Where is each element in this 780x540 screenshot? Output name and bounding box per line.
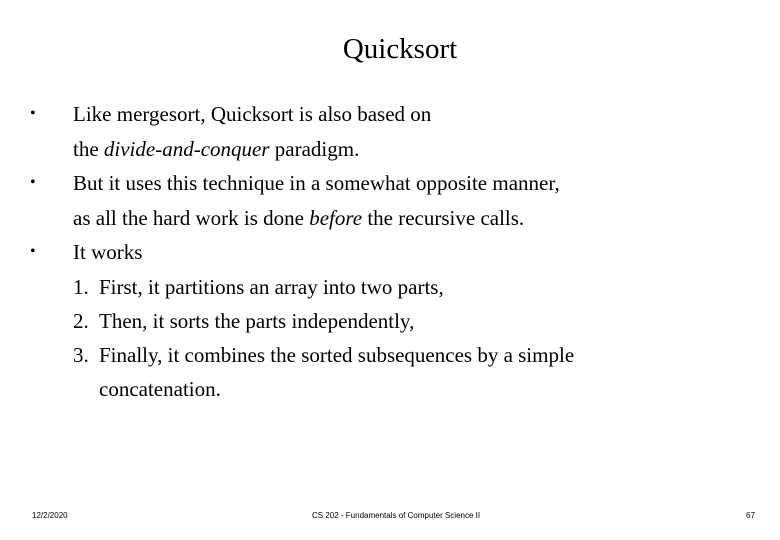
bullet-text-fragment: as all the hard work is done [73,205,310,230]
step-item [73,304,750,338]
step-number: 1. [73,274,89,299]
bullet-text-fragment: paradigm. [269,136,360,161]
bullet-line: It works [73,240,143,264]
step-text: Then, it sorts the parts independently, [99,308,415,333]
step-item [73,270,750,304]
bullet-line [73,132,750,167]
steps-list [73,270,750,406]
step-text: First, it partitions an array into two parts, [99,274,444,299]
bullet-list [30,97,750,406]
step-number: 3. [73,342,89,367]
footer-date: 12/2/2020 [32,511,68,520]
bullet-item-2 [30,166,750,235]
step-item [73,338,584,406]
bullet-item-1 [30,97,750,166]
footer-course-name: CS 202 - Fundamentals of Computer Science II [312,511,481,520]
footer-page-number: 67 [746,511,755,520]
bullet-line: But it uses this technique in a somewhat opposite manner, [73,171,560,195]
emphasis-text: divide-and-conquer [103,136,270,161]
bullet-marker: • [30,174,36,191]
bullet-item-3 [30,235,750,406]
emphasis-text: before [309,205,363,230]
bullet-text-fragment: the [73,136,104,161]
bullet-line: Like mergesort, Quicksort is also based on [73,102,432,126]
step-text: Finally, it combines the sorted subsequences by a simple concatenation. [99,342,575,401]
bullet-marker: • [30,105,36,122]
bullet-marker: • [30,243,36,260]
slide-title: Quicksort [342,33,458,65]
step-number: 2. [73,308,89,333]
bullet-text-fragment: the recursive calls. [362,205,525,230]
bullet-line [73,201,750,236]
